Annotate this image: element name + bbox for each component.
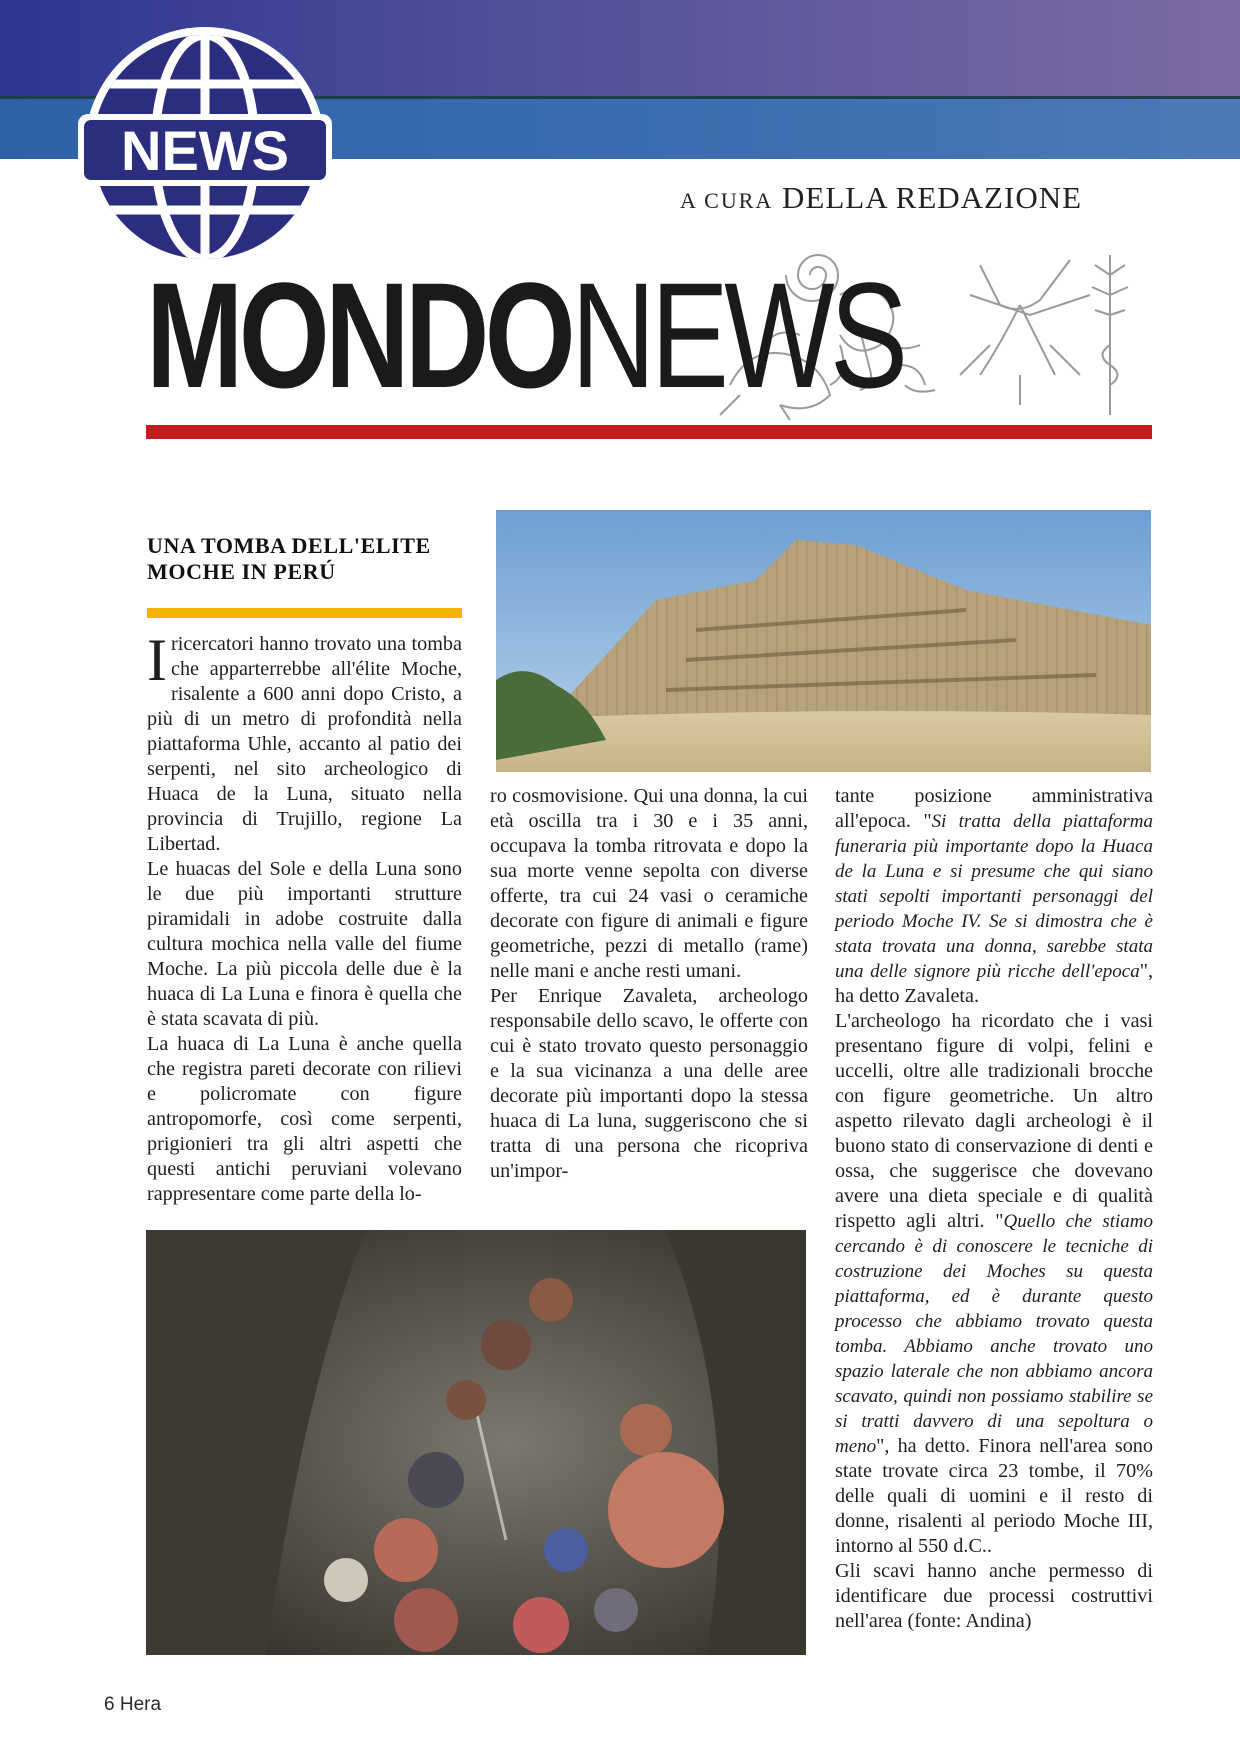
headline-line-1: UNA TOMBA DELL'ELITE: [147, 533, 431, 558]
article-column-3: [835, 784, 1153, 1634]
globe-icon: [74, 22, 336, 272]
byline: [680, 180, 1100, 216]
article-headline: [147, 533, 467, 585]
page-folio: [104, 1694, 161, 1716]
col2-paragraph-2: Per Enrique Zavaleta, archeologo responsabile dello scavo, le offerte con cui è stato trovato questo personaggio e la sua vicinanza a una delle aree decorate più importanti dopo la stessa huaca di La luna, suggeriscono che si tratta di una persona che ricopriva un'impor-: [490, 985, 808, 1182]
byline-prefix: A CURA: [680, 188, 774, 213]
masthead-bold: MONDO: [146, 251, 572, 419]
col3-paragraph-1: [835, 784, 1153, 1009]
page-number: 6: [104, 1694, 115, 1715]
section-masthead: [146, 251, 904, 419]
article-paragraph: [147, 627, 462, 857]
article-column-2: [490, 784, 808, 1184]
col3-p2-quote: Quello che stiamo cercando è di conoscere le tecniche di costruzione dei Moches su questa piattaforma, ed è durante questo processo che abbiamo trovato questa tomba. Abbiamo anche trovato uno spazio laterale che non abbiamo ancora scavato, quindi non possiamo stabilire se si tratti davvero di una sepoltura o meno: [835, 1211, 1153, 1457]
news-globe-logo: [74, 22, 336, 272]
drop-cap: I: [147, 627, 167, 693]
col3-p1-tail: ", ha detto Zavaleta.: [835, 960, 1153, 1007]
col2-paragraph-1: ro cosmovisione. Qui una donna, la cui età oscilla tra i 30 e i 35 anni, occupava la tomba ritrovata e dopo la sua morte venne sepolta con diverse offerte, tra cui 24 vasi o ceramiche decorate con figure di animali e figure geometriche, pezzi di metallo (rame) nelle mani e anche resti umani.: [490, 785, 808, 982]
col3-p1-quote: Si tratta della piattaforma funeraria più importante dopo la Huaca de la Luna e si presume che qui siano stati sepolti importanti personaggi del periodo Moche IV. Se si dimostra che è stata trovata una donna, sarebbe stata una delle signore più ricche dell'epoca: [835, 811, 1153, 982]
col3-p2-tail: ", ha detto. Finora nell'area sono state trovate circa 23 tombe, il 70% delle quali di uomini e il resto di donne, risalenti al periodo Moche III, intorno al 550 d.C..: [835, 1435, 1153, 1557]
headline-yellow-rule: [147, 608, 462, 618]
byline-main: DELLA REDAZIONE: [782, 180, 1083, 215]
moche-tomb-ceramics-photo: [146, 1230, 806, 1655]
col3-p2-lead: L'archeologo ha ricordato che i vasi presentano figure di volpi, felini e uccelli, oltre alle tradizionali brocche con figure geometriche. Un altro aspetto rilevato dagli archeologi è il buono stato di conservazione di denti e ossa, che suggerisce che dovevano avere una dieta speciale e di qualità rispetto agli altri. ": [835, 1010, 1153, 1232]
headline-line-2: MOCHE IN PERÚ: [147, 559, 336, 584]
huaca-pyramid-photo: [496, 510, 1151, 772]
masthead-light: NEWS: [571, 251, 904, 419]
logo-news-text: NEWS: [121, 119, 289, 182]
col3-paragraph-3: Gli scavi hanno anche permesso di identificare due processi costruttivi nell'area (fonte: Andina): [835, 1560, 1153, 1632]
col1-paragraph-2: Le huacas del Sole e della Luna sono le due più importanti strutture piramidali in adobe costruite dalla cultura mochica nella valle del fiume Moche. La più piccola delle due è la huaca di La Luna e finora è quella che è stata scavata di più.: [147, 858, 462, 1030]
col1-paragraph-3: La huaca di La Luna è anche quella che registra pareti decorate con rilievi e policromate con figure antropomorfe, così come serpenti, prigionieri tra gli altri aspetti che questi antichi peruviani volevano rappresentare come parte della lo-: [147, 1033, 462, 1205]
article-column-1: [147, 627, 462, 1207]
col3-paragraph-2: [835, 1009, 1153, 1559]
masthead-red-rule: [146, 425, 1152, 439]
magazine-name: Hera: [119, 1694, 162, 1715]
col3-p1-lead: tante posizione amministrativa all'epoca. ": [835, 785, 1153, 832]
col1-paragraph-1: ricercatori hanno trovato una tomba che apparterrebbe all'élite Moche, risalente a 600 anni dopo Cristo, a più di un metro di profondità nella piattaforma Uhle, accanto al patio dei serpenti, nel sito archeologico di Huaca de la Luna, situato nella provincia di Trujillo, regione La Libertad.: [147, 633, 462, 855]
